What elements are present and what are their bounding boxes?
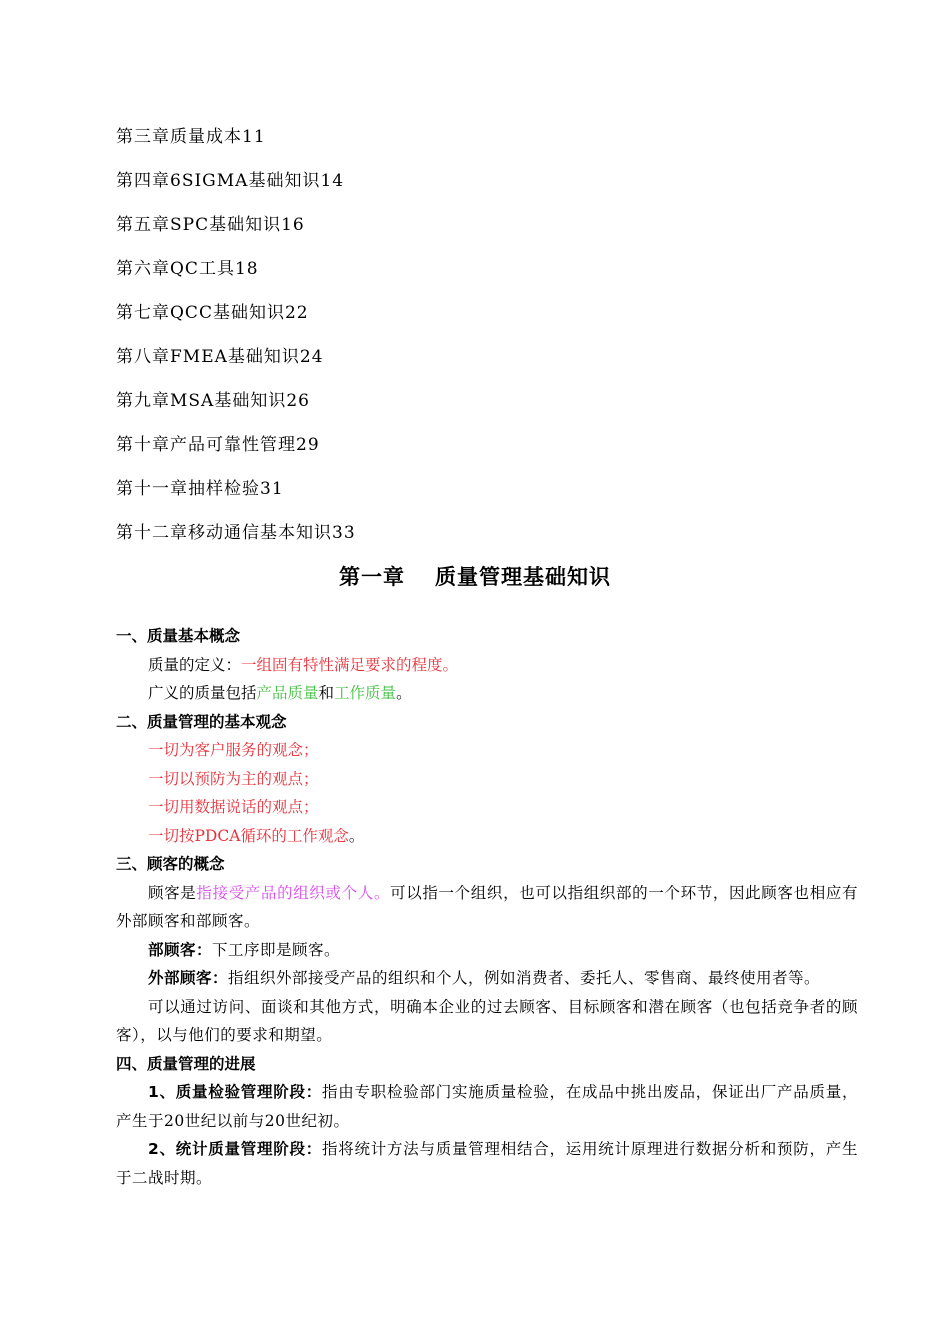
customer-prefix: 顾客是: [148, 883, 197, 902]
concept-end: 。: [348, 826, 365, 845]
quality-definition: [116, 651, 858, 680]
table-of-contents: [116, 124, 856, 564]
broad-prefix: 广义的质量包括: [148, 684, 257, 702]
section-heading: 四、质量管理的进展: [116, 1054, 256, 1073]
internal-customer: [116, 936, 858, 965]
definition-label: 质量的定义：: [148, 655, 242, 674]
toc-item[interactable]: 第四章6SIGMA基础知识14: [116, 171, 345, 191]
concept-item: 一切按PDCA循环的工作观念: [148, 826, 349, 845]
stage-statistical: [116, 1135, 858, 1192]
definition-text: 一组固有特性满足要求的程度。: [241, 655, 459, 674]
customer-rest: 可以指一个组织，也可以指组织部的一个环节，因此顾客也相应有外部顾客和部顾客。: [116, 883, 858, 930]
chapter-title: [0, 562, 950, 592]
concept-item: 一切以预防为主的观点；: [148, 769, 319, 788]
work-quality-term: 工作质量: [334, 684, 397, 702]
section-heading: 一、质量基本概念: [116, 627, 241, 645]
toc-item[interactable]: 第五章SPC基础知识16: [116, 215, 305, 235]
external-customer: [116, 964, 858, 993]
external-text: 指组织外部接受产品的组织和个人，例如消费者、委托人、零售商、最终使用者等。: [228, 969, 821, 987]
broad-end: 。: [396, 684, 412, 702]
stage-text: 指由专职检验部门实施质量检验，在成品中挑出废品，保证出厂产品质量，产生于20世纪以前与20世纪初。: [116, 1083, 858, 1130]
broad-and: 和: [318, 684, 335, 702]
toc-item[interactable]: 第九章MSA基础知识26: [116, 391, 310, 411]
external-label: 外部顾客：: [148, 969, 229, 987]
toc-item[interactable]: 第三章质量成本11: [116, 127, 266, 147]
concept-item-last: [116, 822, 858, 851]
stage-label: 1、质量检验管理阶段：: [148, 1083, 323, 1101]
broad-quality: [116, 679, 858, 708]
section-heading: 三、顾客的概念: [116, 855, 225, 873]
stage-inspection: [116, 1078, 858, 1135]
toc-item[interactable]: 第十一章抽样检验31: [116, 479, 284, 499]
chapter-name: 质量管理基础知识: [435, 565, 611, 589]
customer-methods: 可以通过访问、面谈和其他方式，明确本企业的过去顾客、目标顾客和潜在顾客（也包括竞争者的顾客），以与他们的要求和期望。: [116, 997, 858, 1044]
toc-item[interactable]: 第八章FMEA基础知识24: [116, 347, 324, 367]
concept-item: 一切用数据说话的观点；: [148, 798, 319, 816]
section-heading: 二、质量管理的基本观念: [116, 712, 287, 731]
chapter-number: 第一章: [339, 565, 405, 589]
toc-item[interactable]: 第六章QC工具18: [116, 259, 259, 279]
customer-definition: [116, 879, 858, 936]
toc-item[interactable]: 第七章QCC基础知识22: [116, 303, 309, 323]
toc-item[interactable]: 第十二章移动通信基本知识33: [116, 523, 356, 543]
toc-item[interactable]: 第十章产品可靠性管理29: [116, 435, 320, 455]
internal-text: 下工序即是顾客。: [212, 940, 341, 959]
customer-highlight: 指接受产品的组织或个人。: [196, 883, 391, 902]
product-quality-term: 产品质量: [256, 684, 319, 702]
concept-item: 一切为客户服务的观念；: [148, 741, 319, 759]
stage-label: 2、统计质量管理阶段：: [148, 1140, 323, 1158]
stage-text: 指将统计方法与质量管理相结合，运用统计原理进行数据分析和预防，产生于二战时期。: [116, 1140, 858, 1187]
chapter-body: [116, 622, 858, 1192]
internal-label: 部顾客：: [148, 940, 213, 959]
